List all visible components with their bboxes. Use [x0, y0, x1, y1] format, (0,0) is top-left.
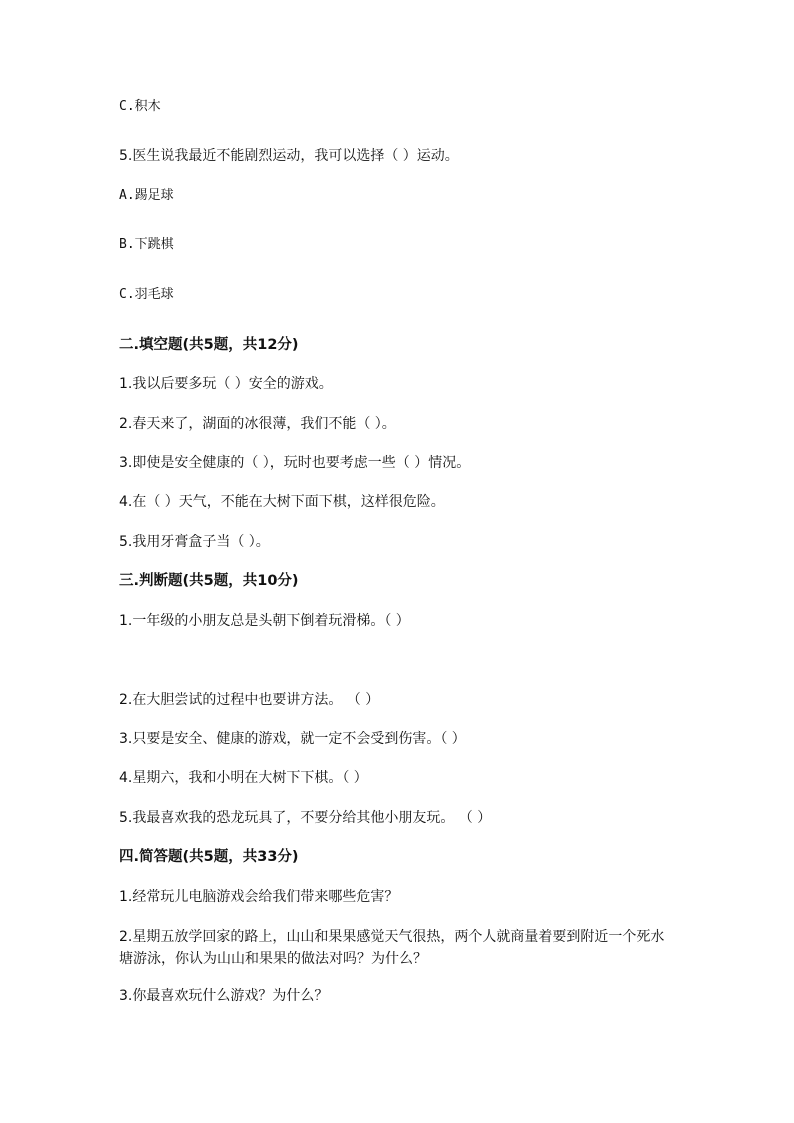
- q5-stem: 5.医生说我最近不能剧烈运动，我可以选择（ ）运动。: [119, 148, 459, 164]
- judge-item-2: 2.在大胆尝试的过程中也要讲方法。 （ ）: [119, 692, 380, 708]
- section2-title: 二.填空题(共5题，共12分): [119, 337, 299, 353]
- fill-item-3: 3.即使是安全健康的（ ），玩时也要考虑一些（ ）情况。: [119, 455, 471, 471]
- q5-option-a: A.踢足球: [119, 188, 174, 203]
- fill-item-5: 5.我用牙膏盒子当（ ）。: [119, 534, 270, 550]
- section4-title: 四.简答题(共5题，共33分): [119, 849, 299, 865]
- fill-item-4: 4.在（ ）天气，不能在大树下面下棋，这样很危险。: [119, 494, 445, 510]
- q5-option-b: B.下跳棋: [119, 237, 174, 252]
- q4-option-c: C.积木: [119, 99, 161, 114]
- short-answer-3: 3.你最喜欢玩什么游戏？为什么？: [119, 988, 329, 1004]
- short-answer-1: 1.经常玩儿电脑游戏会给我们带来哪些危害？: [119, 889, 399, 905]
- judge-item-3: 3.只要是安全、健康的游戏，就一定不会受到伤害。（ ）: [119, 731, 466, 747]
- fill-item-2: 2.春天来了，湖面的冰很薄，我们不能（ ）。: [119, 416, 396, 432]
- section3-title: 三.判断题(共5题，共10分): [119, 573, 299, 589]
- judge-item-5: 5.我最喜欢我的恐龙玩具了，不要分给其他小朋友玩。 （ ）: [119, 810, 492, 826]
- short-answer-2: 2.星期五放学回家的路上，山山和果果感觉天气很热，两个人就商量着要到附近一个死水塘游泳，你认为山山和果果的做法对吗？为什么？: [119, 929, 665, 967]
- judge-item-4: 4.星期六，我和小明在大树下下棋。（ ）: [119, 770, 368, 786]
- judge-item-1: 1.一年级的小朋友总是头朝下倒着玩滑梯。（ ）: [119, 613, 410, 629]
- q5-option-c: C.羽毛球: [119, 287, 174, 302]
- fill-item-1: 1.我以后要多玩（ ）安全的游戏。: [119, 376, 333, 392]
